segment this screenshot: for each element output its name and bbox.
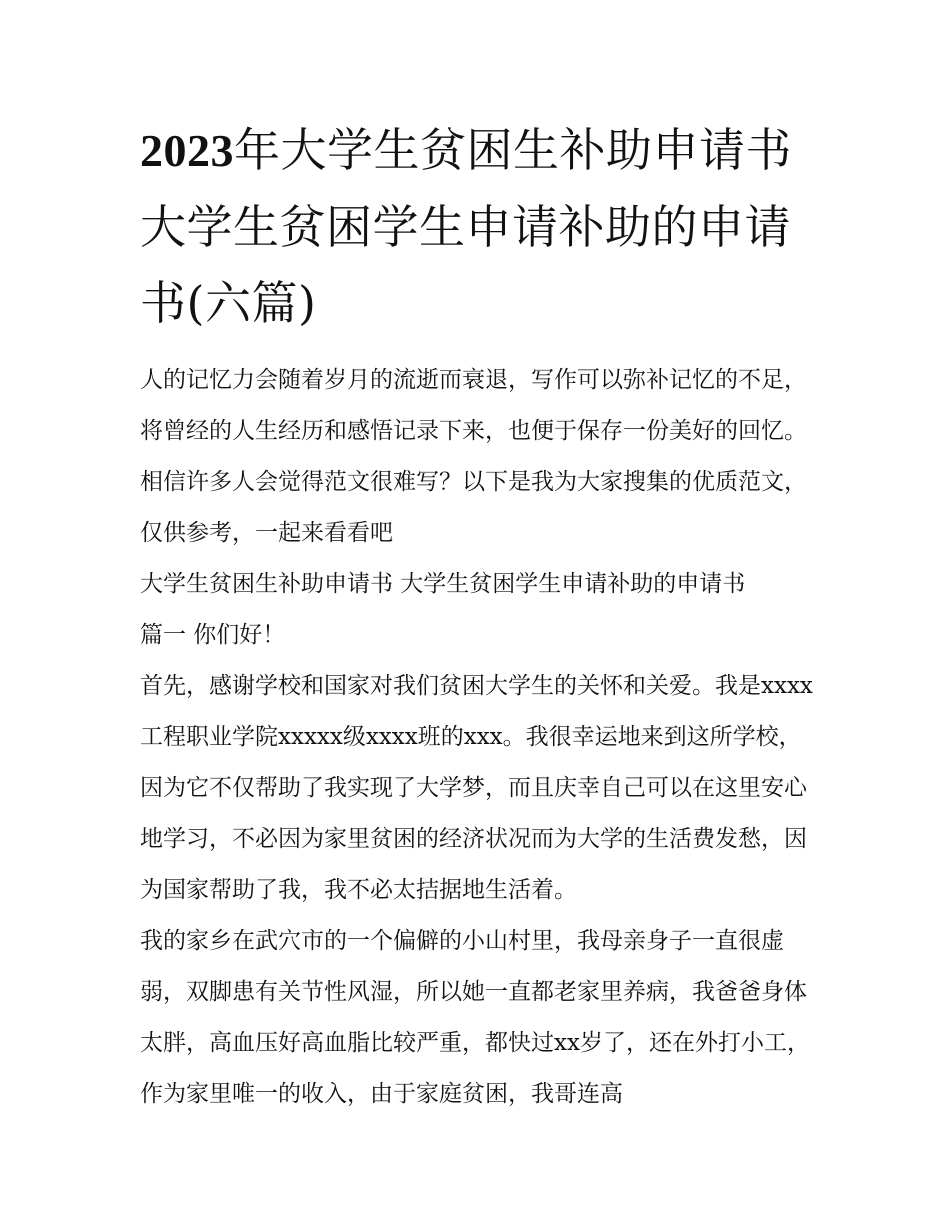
greeting-paragraph: 篇一 你们好！ <box>140 622 286 648</box>
title-text: 年大学生贫困生补助申请书 大学生贫困学生申请补助的申请书(六篇) <box>140 123 792 330</box>
document-title <box>140 112 820 341</box>
body-paragraph: 我的家乡在武穴市的一个偏僻的小山村里，我母亲身子一直很虚弱，双脚患有关节性风湿，所以她一直都老家里养病，我爸爸身体太胖，高血压好高血脂比较严重，都快过xx岁了，还在外打小工，作为家里唯一的收入，由于家庭贫困，我哥连高 <box>140 928 810 1107</box>
intro-paragraph: 人的记忆力会随着岁月的流逝而衰退，写作可以弥补记忆的不足，将曾经的人生经历和感悟记录下来，也便于保存一份美好的回忆。相信许多人会觉得范文很难写？以下是我为大家搜集的优质范文，仅供参考，一起来看看吧 <box>140 367 807 546</box>
title-year: 2023 <box>140 125 234 176</box>
section-heading: 大学生贫困生补助申请书 大学生贫困学生申请补助的申请书 <box>140 571 746 597</box>
body-paragraph: 首先，感谢学校和国家对我们贫困大学生的关怀和关爱。我是xxxx工程职业学院xxxxx级xxxx班的xxx。我很幸运地来到这所学校，因为它不仅帮助了我实现了大学梦，而且庆幸自己可以在这里安心地学习，不必因为家里贫困的经济状况而为大学的生活费发愁，因为国家帮助了我，我不必太拮据地生活着。 <box>140 673 813 903</box>
document-body <box>140 355 820 1120</box>
